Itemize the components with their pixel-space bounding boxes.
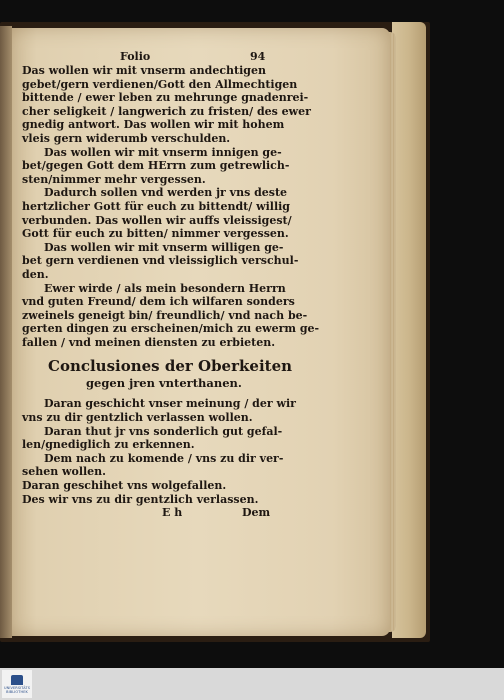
text-line: Daran thut jr vns sonderlich gut gefal-	[44, 424, 283, 438]
text-line: Daran geschicht vnser meinung / der wir	[44, 397, 296, 411]
section-heading: Conclusiones der Oberkeiten	[48, 357, 293, 376]
authority-conclusions	[22, 397, 296, 506]
library-logo-icon	[11, 675, 23, 685]
page-footer	[22, 506, 284, 522]
text-line: fallen / vnd meinen diensten zu erbieten.	[22, 335, 276, 349]
text-line: cher seligkeit / langwerich zu fristen/ des ewer	[22, 104, 311, 118]
library-logo-text: UNIVERSITÄTS BIBLIOTHEK	[3, 685, 31, 694]
catchword: Dem	[242, 506, 271, 520]
book-spine	[0, 26, 12, 638]
section-subheading: gegen jren vnterthanen.	[86, 376, 242, 391]
text-line: sehen wollen.	[22, 465, 107, 479]
text-line: Das wollen wir mit vnserm innigen ge-	[44, 145, 282, 159]
text-line: vns zu dir gentzlich verlassen wollen.	[22, 411, 253, 425]
text-line: bet gern verdienen vnd vleissiglich verschul-	[22, 254, 299, 268]
text-line: Dadurch sollen vnd werden jr vns deste	[44, 186, 288, 200]
text-line: bet/gegen Gott dem HErrn zum getrewlich-	[22, 159, 290, 173]
text-line: zweinels geneigt bin/ freundlich/ vnd nach be-	[22, 308, 308, 322]
text-line: vnd guten Freund/ dem ich wilfaren sonders	[22, 295, 295, 309]
text-line: Des wir vns zu dir gentzlich verlassen.	[22, 492, 259, 506]
page-text	[22, 48, 320, 522]
text-line: gerten dingen zu erscheinen/mich zu ewerm ge-	[22, 322, 320, 336]
viewer-footer-bar	[0, 668, 504, 700]
text-line: len/gnediglich zu erkennen.	[22, 438, 195, 452]
text-line: Daran geschihet vns wolgefallen.	[22, 479, 227, 493]
text-line: sten/nimmer mehr vergessen.	[22, 172, 206, 186]
signature-mark: E h	[162, 506, 183, 520]
text-line: gnedig antwort. Das wollen wir mit hohem	[22, 118, 285, 132]
text-line: gebet/gern verdienen/Gott den Allmechtigen	[22, 77, 298, 91]
letter-closings	[22, 64, 320, 349]
text-line: bittende / ewer leben zu mehrunge gnadenrei-	[22, 91, 309, 105]
folio-number: 94	[250, 50, 266, 63]
page-header	[22, 48, 284, 64]
text-line: Gott für euch zu bitten/ nimmer vergessen.	[22, 227, 289, 241]
text-line: Dem nach zu komende / vns zu dir ver-	[44, 451, 284, 465]
book-cover-edge	[392, 22, 426, 638]
library-logo	[2, 670, 32, 698]
text-line: Das wollen wir mit vnserm andechtigen	[22, 64, 266, 77]
folio-label: Folio	[120, 50, 151, 63]
text-line: Ewer wirde / als mein besondern Herrn	[44, 281, 286, 295]
text-line: Das wollen wir mit vnserm willigen ge-	[44, 240, 284, 254]
text-line: den.	[22, 267, 49, 281]
text-line: hertzlicher Gott für euch zu bittendt/ willig	[22, 199, 290, 213]
text-line: verbunden. Das wollen wir auffs vleissigest/	[22, 213, 292, 227]
text-line: vleis gern widerumb verschulden.	[22, 131, 231, 145]
